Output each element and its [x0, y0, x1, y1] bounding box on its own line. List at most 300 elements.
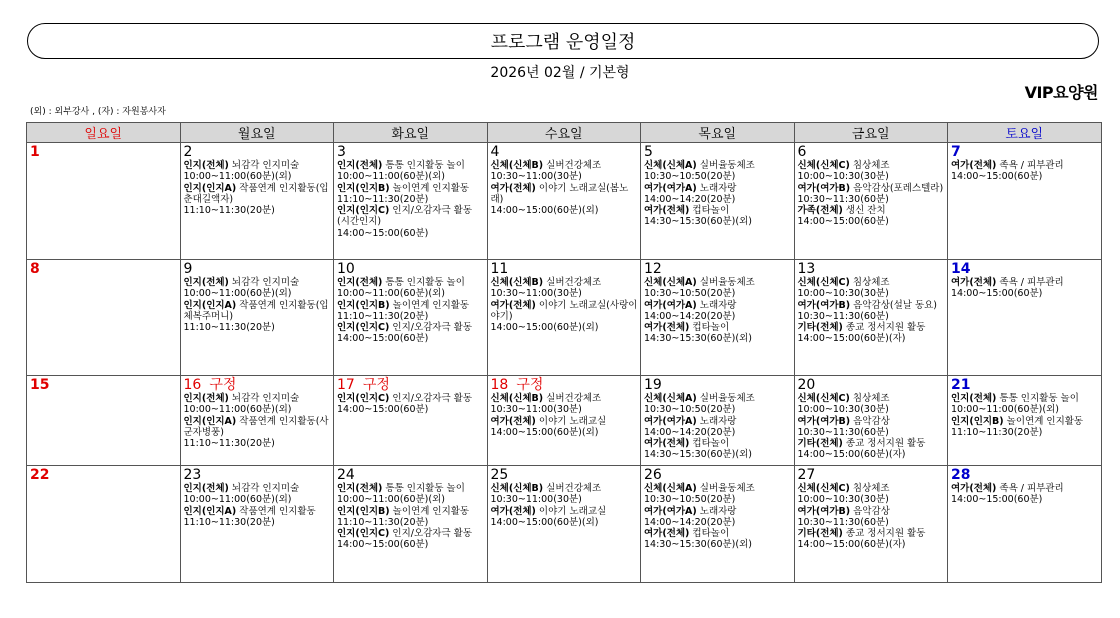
event-category: 여가(전체)	[490, 415, 536, 427]
event-category: 여가(전체)	[951, 277, 997, 288]
event-line	[798, 393, 946, 404]
event-text: 10:00~10:30(30분)	[797, 404, 889, 416]
event-text: 인지/오감자극 활동(시간인지)	[337, 205, 473, 228]
event-line	[798, 528, 946, 539]
event-text: 10:30~10:50(20분)	[644, 288, 736, 300]
event-text: 놀이연계 인지활동	[389, 182, 470, 194]
event-line	[798, 438, 946, 449]
event-category: 여가(여가A)	[644, 505, 697, 517]
event-category: 인지(인지A)	[183, 505, 237, 517]
weekday-header-wed: 수요일	[487, 123, 641, 143]
holiday-label: 구정	[362, 377, 390, 393]
event-line	[184, 277, 332, 288]
event-category: 여가(전체)	[644, 528, 690, 540]
day-number-text: 5	[644, 144, 653, 160]
event-text: 14:00~15:00(60분)	[337, 539, 429, 551]
event-category: 기타(전체)	[797, 528, 843, 540]
day-cell	[641, 143, 795, 260]
event-line	[337, 517, 485, 528]
event-line	[951, 427, 1099, 438]
event-category: 여가(여가B)	[797, 182, 851, 194]
event-line	[491, 160, 639, 171]
event-category: 인지(인지C)	[337, 393, 390, 404]
event-text: 컵타놀이	[689, 205, 730, 217]
event-category: 여가(전체)	[644, 322, 690, 334]
event-line	[798, 322, 946, 333]
day-cell	[487, 260, 641, 376]
event-line	[184, 288, 332, 299]
event-line	[491, 506, 639, 517]
event-text: 실버건강체조	[543, 160, 602, 171]
day-cell	[948, 143, 1102, 260]
event-line	[491, 277, 639, 288]
event-category: 신체(신체A)	[644, 277, 697, 288]
day-cell	[27, 143, 181, 260]
event-category: 인지(인지A)	[183, 299, 237, 311]
event-text: 침상체조	[849, 483, 890, 494]
day-number-text: 6	[797, 144, 807, 160]
event-text: 14:00~15:00(60분)	[337, 404, 429, 416]
event-category: 인지(인지B)	[337, 505, 390, 517]
holiday-label: 구정	[516, 377, 544, 393]
event-text: 10:00~11:00(60분)(외)	[183, 288, 292, 300]
event-category: 신체(신체B)	[490, 277, 544, 288]
event-line	[337, 494, 485, 505]
event-category: 여가(전체)	[490, 505, 536, 517]
day-number-text: 8	[30, 261, 40, 277]
day-number-text: 14	[951, 261, 971, 277]
event-line	[184, 404, 332, 415]
event-text: 14:00~14:20(20분)	[644, 193, 736, 205]
event-line	[798, 517, 946, 528]
day-cell	[948, 376, 1102, 466]
day-number-text: 9	[183, 261, 193, 277]
event-text: 10:00~10:30(30분)	[797, 171, 889, 183]
event-text: 14:00~15:00(60분)	[951, 494, 1043, 506]
day-number-text: 20	[797, 377, 816, 393]
event-line	[184, 483, 332, 494]
event-text: 놀이연계 인지활동	[1003, 415, 1084, 427]
event-category: 여가(전체)	[490, 299, 536, 311]
day-number-text: 23	[183, 467, 202, 483]
event-text: 실버율동체조	[696, 277, 755, 288]
event-line	[337, 404, 485, 415]
day-number-text: 25	[490, 467, 509, 483]
event-category: 신체(신체B)	[490, 160, 544, 171]
event-line	[798, 333, 946, 344]
event-text: 14:30~15:30(60분)(외)	[644, 539, 752, 551]
event-text: 음악감상(포레스텔라)	[850, 182, 944, 194]
event-text: 10:30~11:00(30분)	[490, 288, 582, 300]
event-line	[184, 171, 332, 182]
event-category: 인지(인지C)	[337, 205, 390, 217]
event-text: 10:00~11:00(60분)(외)	[183, 494, 292, 506]
event-line	[951, 288, 1099, 299]
event-category: 여가(여가A)	[644, 415, 697, 427]
legend-note: (외) : 외부강사 , (자) : 자원봉사자	[30, 107, 166, 117]
event-text: 10:30~10:50(20분)	[644, 494, 736, 506]
event-line	[491, 205, 639, 216]
day-number	[951, 261, 1099, 277]
event-line	[184, 506, 332, 517]
event-line	[337, 205, 485, 228]
event-text: 11:10~11:30(20분)	[183, 205, 275, 217]
day-number	[337, 144, 485, 160]
event-text: 14:00~14:20(20분)	[644, 516, 736, 528]
event-text: 11:10~11:30(20분)	[951, 426, 1043, 438]
day-cell	[794, 260, 948, 376]
event-text: 뇌감각 인지미술	[228, 160, 300, 171]
event-line	[184, 494, 332, 505]
weekday-header-thu: 목요일	[641, 123, 795, 143]
day-number-text: 28	[951, 467, 971, 483]
day-cell	[794, 143, 948, 260]
day-cell	[180, 376, 334, 466]
event-line	[644, 160, 792, 171]
event-line	[337, 483, 485, 494]
event-line	[951, 277, 1099, 288]
event-line	[951, 171, 1099, 182]
event-line	[644, 494, 792, 505]
event-text: 음악감상(설날 동요)	[850, 299, 938, 311]
event-text: 실버건강체조	[543, 483, 602, 494]
event-line	[184, 438, 332, 449]
event-line	[491, 322, 639, 333]
event-line	[644, 277, 792, 288]
event-text: 인지/오감자극 활동	[389, 393, 473, 404]
event-category: 신체(신체C)	[797, 393, 850, 404]
event-line	[184, 393, 332, 404]
event-line	[644, 506, 792, 517]
event-text: 10:30~11:30(60분)	[797, 193, 889, 205]
day-number	[30, 377, 178, 393]
event-text: 14:00~15:00(60분)(자)	[797, 449, 906, 461]
event-line	[337, 183, 485, 194]
event-line	[337, 228, 485, 239]
event-text: 이야기 노래교실	[535, 505, 607, 517]
event-category: 가족(전체)	[797, 205, 843, 217]
event-text: 14:00~14:20(20분)	[644, 426, 736, 438]
day-number	[337, 467, 485, 483]
event-text: 14:00~15:00(60분)(자)	[797, 539, 906, 551]
event-text: 이야기 노래교실(봄노래)	[490, 182, 629, 205]
event-category: 여가(여가B)	[797, 415, 851, 427]
event-category: 인지(인지C)	[337, 322, 390, 334]
event-category: 신체(신체B)	[490, 483, 544, 494]
event-category: 인지(전체)	[337, 160, 383, 171]
event-category: 여가(여가B)	[797, 505, 851, 517]
event-line	[184, 517, 332, 528]
event-text: 컵타놀이	[689, 438, 730, 450]
day-number-text: 2	[183, 144, 193, 160]
event-text: 뇌감각 인지미술	[228, 483, 300, 494]
day-cell	[334, 143, 488, 260]
day-number-text: 19	[644, 377, 662, 393]
event-text: 14:00~15:00(60분)	[951, 171, 1043, 183]
event-line	[644, 404, 792, 415]
day-number	[184, 467, 332, 483]
event-text: 14:00~15:00(60분)	[951, 288, 1043, 300]
event-text: 실버율동체조	[696, 483, 755, 494]
event-line	[798, 539, 946, 550]
event-line	[644, 322, 792, 333]
day-cell	[487, 143, 641, 260]
event-line	[644, 427, 792, 438]
weekday-header-fri: 금요일	[794, 123, 948, 143]
event-text: 작품연계 인지활동(입체복주머니)	[183, 299, 329, 322]
organization-name: VIP요양원	[1024, 83, 1098, 102]
event-line	[798, 483, 946, 494]
event-line	[644, 539, 792, 550]
event-text: 놀이연계 인지활동	[389, 299, 470, 311]
event-text: 14:00~15:00(60분)(외)	[490, 322, 599, 334]
event-line	[491, 300, 639, 323]
event-text: 10:00~11:00(60분)(외)	[337, 288, 445, 300]
event-line	[798, 416, 946, 427]
event-text: 10:00~10:30(30분)	[797, 494, 889, 506]
event-category: 신체(신체C)	[797, 160, 850, 171]
event-text: 족욕 / 피부관리	[996, 483, 1064, 494]
event-line	[951, 416, 1099, 427]
event-line	[951, 494, 1099, 505]
day-number	[798, 261, 946, 277]
event-line	[951, 393, 1099, 404]
day-cell	[487, 376, 641, 466]
event-text: 14:30~15:30(60분)(외)	[644, 333, 752, 345]
day-number	[951, 377, 1099, 393]
event-text: 컵타놀이	[689, 322, 730, 334]
event-category: 인지(인지A)	[183, 415, 237, 427]
event-line	[798, 494, 946, 505]
day-number	[491, 261, 639, 277]
event-line	[337, 288, 485, 299]
weekday-header-mon: 월요일	[180, 123, 334, 143]
day-number	[30, 261, 178, 277]
event-text: 통통 인지활동 놀이	[996, 393, 1079, 404]
event-line	[491, 427, 639, 438]
event-category: 인지(인지A)	[183, 182, 237, 194]
day-number	[30, 144, 178, 160]
event-text: 실버율동체조	[696, 160, 755, 171]
day-cell	[641, 466, 795, 583]
event-text: 작품연계 인지활동(사군자병풍)	[183, 415, 329, 438]
day-cell	[180, 143, 334, 260]
event-text: 종교 정서지원 활동	[842, 322, 926, 334]
page-title-box	[27, 23, 1099, 59]
day-number	[644, 261, 792, 277]
event-line	[951, 160, 1099, 171]
day-number	[798, 144, 946, 160]
day-number-text: 16	[183, 377, 202, 393]
event-category: 기타(전체)	[797, 438, 843, 450]
event-line	[798, 160, 946, 171]
event-text: 컵타놀이	[689, 528, 730, 540]
event-category: 신체(신체A)	[644, 483, 697, 494]
day-number	[491, 377, 639, 393]
event-line	[491, 404, 639, 415]
event-line	[798, 277, 946, 288]
event-text: 14:30~15:30(60분)(외)	[644, 216, 752, 228]
event-line	[184, 322, 332, 333]
event-text: 10:00~11:00(60분)(외)	[951, 404, 1059, 416]
day-number-text: 4	[490, 144, 500, 160]
event-category: 여가(전체)	[951, 483, 997, 494]
event-line	[644, 183, 792, 194]
day-number-text: 3	[337, 144, 346, 160]
day-number-text: 24	[337, 467, 355, 483]
event-line	[337, 528, 485, 539]
weekday-header-row	[27, 123, 1102, 143]
event-line	[644, 517, 792, 528]
event-line	[491, 288, 639, 299]
event-line	[644, 528, 792, 539]
event-text: 작품연계 인지활동	[236, 505, 316, 517]
event-text: 10:30~11:30(60분)	[797, 426, 889, 438]
event-category: 기타(전체)	[797, 322, 843, 334]
event-category: 인지(전체)	[951, 393, 997, 404]
day-number-text: 7	[951, 144, 961, 160]
event-category: 인지(인지C)	[337, 528, 390, 540]
event-line	[798, 427, 946, 438]
day-number	[798, 467, 946, 483]
day-cell	[180, 466, 334, 583]
event-line	[798, 288, 946, 299]
event-text: 통통 인지활동 놀이	[382, 277, 465, 288]
event-line	[798, 300, 946, 311]
event-category: 여가(전체)	[644, 438, 690, 450]
event-text: 11:10~11:30(20분)	[337, 516, 429, 528]
event-text: 10:30~10:50(20분)	[644, 404, 736, 416]
event-line	[798, 216, 946, 227]
event-category: 인지(전체)	[337, 483, 383, 494]
event-line	[491, 517, 639, 528]
event-line	[951, 404, 1099, 415]
event-line	[184, 300, 332, 323]
event-line	[184, 416, 332, 439]
event-category: 인지(전체)	[337, 277, 383, 288]
event-category: 인지(전체)	[183, 160, 229, 171]
day-cell	[948, 466, 1102, 583]
event-text: 이야기 노래교실(사랑이야기)	[490, 299, 638, 322]
event-text: 10:30~10:50(20분)	[644, 171, 736, 183]
event-line	[798, 205, 946, 216]
event-text: 14:00~15:00(60분)(자)	[797, 333, 906, 345]
event-line	[798, 171, 946, 182]
event-line	[644, 288, 792, 299]
event-text: 10:30~11:00(30분)	[490, 404, 582, 416]
event-line	[798, 311, 946, 322]
week-row	[27, 466, 1102, 583]
day-cell	[180, 260, 334, 376]
event-category: 여가(여가A)	[644, 182, 697, 194]
day-cell	[27, 376, 181, 466]
event-category: 신체(신체A)	[644, 160, 697, 171]
week-row	[27, 376, 1102, 466]
day-cell	[27, 260, 181, 376]
day-number	[491, 467, 639, 483]
day-number-text: 13	[797, 261, 816, 277]
event-category: 인지(전체)	[183, 393, 229, 404]
event-text: 음악감상	[850, 505, 890, 517]
day-number-text: 22	[30, 467, 50, 483]
event-text: 10:00~10:30(30분)	[797, 288, 889, 300]
event-text: 생신 잔치	[842, 205, 886, 217]
event-text: 14:00~15:00(60분)	[337, 227, 429, 239]
event-line	[798, 449, 946, 460]
event-line	[644, 216, 792, 227]
day-cell	[794, 466, 948, 583]
event-line	[491, 483, 639, 494]
event-line	[798, 404, 946, 415]
event-text: 종교 정서지원 활동	[842, 438, 926, 450]
event-text: 14:00~14:20(20분)	[644, 310, 736, 322]
event-line	[644, 194, 792, 205]
event-text: 인지/오감자극 활동	[389, 528, 473, 540]
page-title: 프로그램 운영일정	[490, 32, 636, 53]
event-line	[798, 183, 946, 194]
event-category: 인지(전체)	[183, 277, 229, 288]
day-number	[337, 261, 485, 277]
event-category: 신체(신체C)	[797, 483, 850, 494]
day-number-text: 11	[490, 261, 509, 277]
day-cell	[334, 376, 488, 466]
event-text: 14:00~15:00(60분)	[337, 333, 429, 345]
event-text: 14:00~15:00(60분)	[797, 216, 889, 228]
event-text: 인지/오감자극 활동	[389, 322, 473, 334]
day-number-text: 26	[644, 467, 662, 483]
day-number-text: 18	[490, 377, 509, 393]
day-number	[951, 144, 1099, 160]
event-text: 침상체조	[849, 160, 890, 171]
event-text: 노래자랑	[696, 415, 737, 427]
event-line	[644, 311, 792, 322]
day-cell	[641, 260, 795, 376]
day-cell	[948, 260, 1102, 376]
day-number	[337, 377, 485, 393]
event-text: 11:10~11:30(20분)	[337, 193, 429, 205]
event-line	[337, 277, 485, 288]
event-text: 뇌감각 인지미술	[228, 393, 300, 404]
weekday-header-sun: 일요일	[27, 123, 181, 143]
event-category: 여가(여가A)	[644, 299, 697, 311]
event-line	[337, 300, 485, 311]
event-text: 종교 정서지원 활동	[842, 528, 926, 540]
event-line	[644, 300, 792, 311]
event-line	[337, 194, 485, 205]
event-line	[644, 205, 792, 216]
event-line	[491, 171, 639, 182]
day-number-text: 1	[30, 144, 40, 160]
event-text: 10:00~11:00(60분)(외)	[337, 494, 445, 506]
event-line	[644, 483, 792, 494]
event-category: 신체(신체A)	[644, 393, 697, 404]
event-text: 10:30~11:30(60분)	[797, 516, 889, 528]
event-text: 14:00~15:00(60분)(외)	[490, 516, 599, 528]
event-line	[337, 322, 485, 333]
event-text: 족욕 / 피부관리	[996, 160, 1064, 171]
event-text: 통통 인지활동 놀이	[382, 483, 465, 494]
day-number	[644, 144, 792, 160]
event-line	[184, 160, 332, 171]
event-text: 11:10~11:30(20분)	[183, 322, 275, 334]
event-text: 10:00~11:00(60분)(외)	[337, 171, 445, 183]
event-text: 노래자랑	[696, 299, 737, 311]
event-text: 10:00~11:00(60분)(외)	[183, 171, 292, 183]
event-line	[951, 483, 1099, 494]
event-text: 노래자랑	[696, 182, 737, 194]
event-text: 14:00~15:00(60분)(외)	[490, 426, 599, 438]
day-cell	[794, 376, 948, 466]
